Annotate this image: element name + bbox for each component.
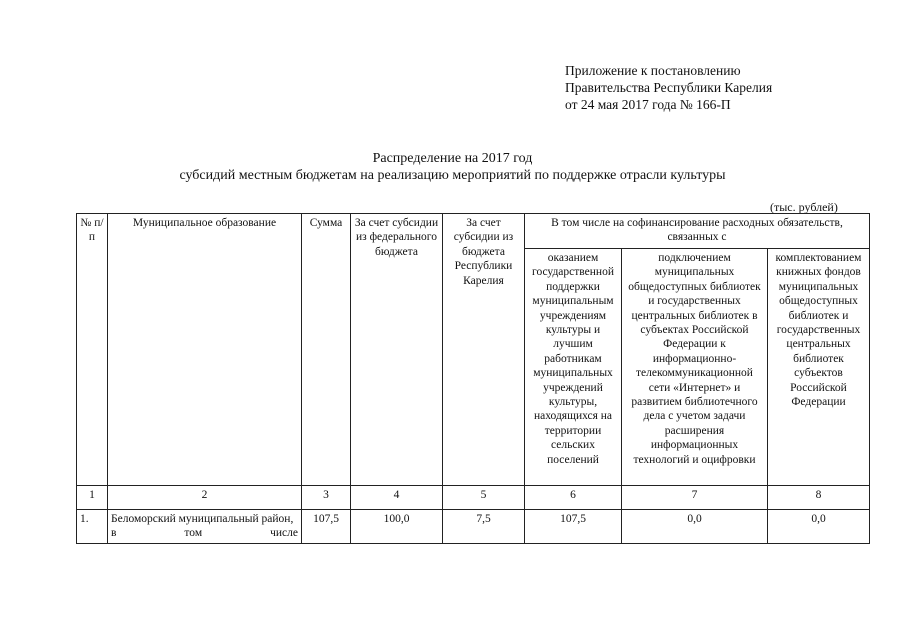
header-num: № п/п	[77, 214, 108, 486]
appendix-line-2: Правительства Республики Карелия	[565, 80, 773, 95]
row-federal: 100,0	[351, 510, 443, 544]
column-number: 6	[525, 486, 622, 510]
header-sub-1: оказанием государственной поддержки муниципальным учреждениям культуры и лучшим работникам муниципальных учреждений культуры, находящихся на территории сельских поселений	[525, 249, 622, 486]
header-republic: За счет субсидии из бюджета Республики Карелия	[443, 214, 525, 486]
row-republic: 7,5	[443, 510, 525, 544]
table-row	[77, 510, 870, 544]
column-number: 7	[622, 486, 768, 510]
row-cofinancing-2: 0,0	[622, 510, 768, 544]
row-number: 1.	[77, 510, 108, 544]
header-federal: За счет субсидии из федерального бюджета	[351, 214, 443, 486]
header-municipality: Муниципальное образование	[108, 214, 302, 486]
column-number: 1	[77, 486, 108, 510]
header-cofinancing: В том числе на софинансирование расходных обязательств, связанных с	[525, 214, 870, 249]
document-title-line-2: субсидий местным бюджетам на реализацию мероприятий по поддержке отрасли культуры	[179, 168, 726, 183]
row-sum: 107,5	[302, 510, 351, 544]
appendix-block	[565, 62, 772, 113]
unit-label: (тыс. рублей)	[770, 200, 838, 214]
column-number: 4	[351, 486, 443, 510]
header-sub-3: комплектованием книжных фондов муниципальных общедоступных библиотек и государственных центральных библиотек субъектов Российской Федерации	[768, 249, 870, 486]
column-number: 3	[302, 486, 351, 510]
header-sum: Сумма	[302, 214, 351, 486]
appendix-line-3: от 24 мая 2017 года № 166-П	[565, 97, 731, 112]
document-title-line-1: Распределение на 2017 год	[372, 151, 533, 166]
row-cofinancing-1: 107,5	[525, 510, 622, 544]
header-sub-2: подключением муниципальных общедоступных библиотек и государственных центральных библиотек в субъектах Российской Федерации к информационно-телекоммуникационной сети «Интернет» и развитием библиотечного дела с учетом задачи расширения информационных технологий и оцифровки	[622, 249, 768, 486]
column-number: 8	[768, 486, 870, 510]
column-number: 5	[443, 486, 525, 510]
header-row-1	[77, 214, 870, 249]
row-municipality: Беломорский муниципальный район, в том числе	[108, 510, 302, 544]
column-number-row	[77, 486, 870, 510]
column-number: 2	[108, 486, 302, 510]
row-cofinancing-3: 0,0	[768, 510, 870, 544]
appendix-line-1: Приложение к постановлению	[565, 63, 741, 78]
distribution-table	[76, 213, 870, 544]
